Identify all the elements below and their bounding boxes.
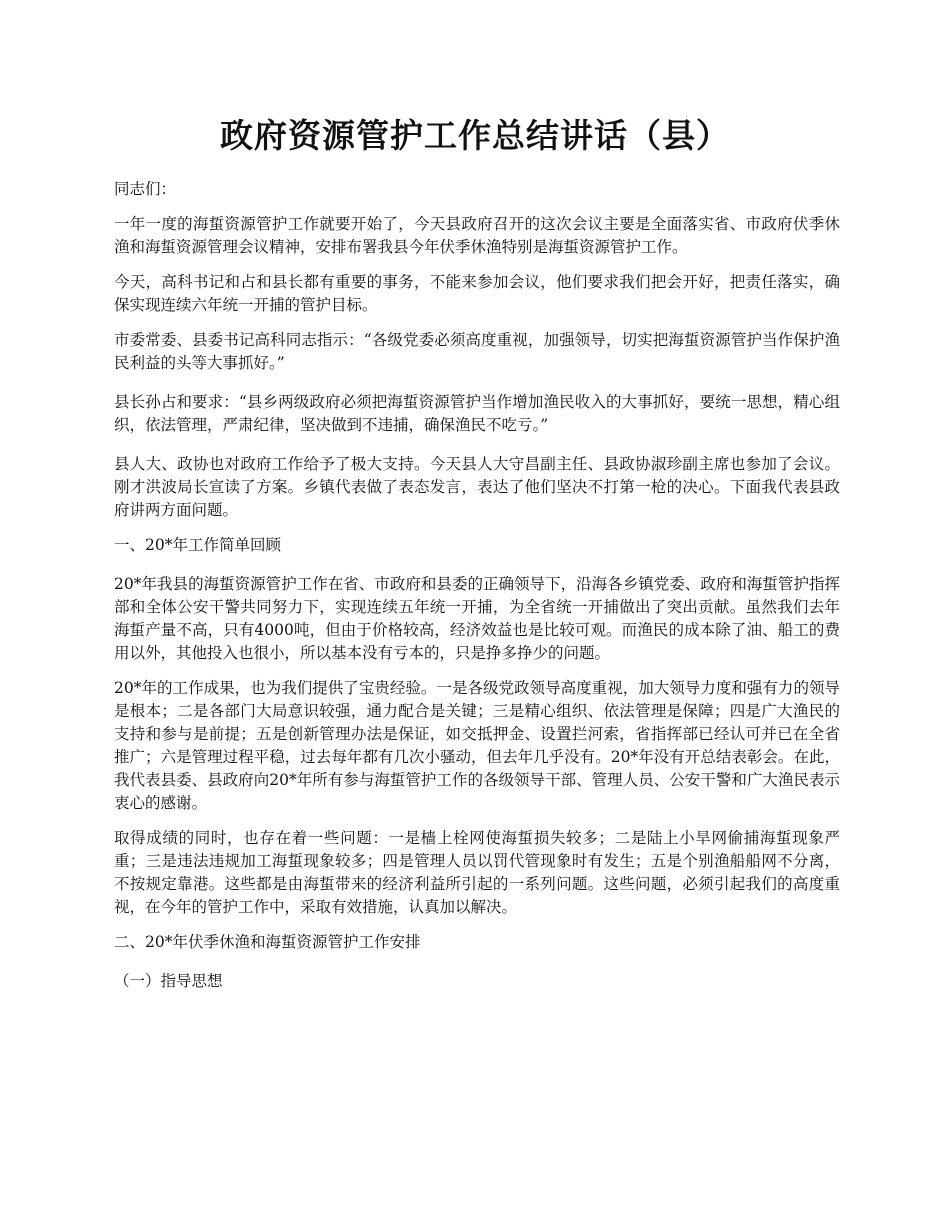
document-body [114, 178, 840, 1005]
paragraph: 县长孙占和要求：“县乡两级政府必须把海蜇资源管护当作增加渔民收入的大事抓好，要统一思想，精心组织，依法管理，严肃纪律，坚决做到不违捕，确保渔民不吃亏。” [114, 393, 840, 434]
paragraph: 取得成绩的同时，也存在着一些问题：一是樯上栓网使海蜇损失较多；二是陆上小旱网偷捕海蜇现象严重；三是违法违规加工海蜇现象较多；四是管理人员以罚代管现象时有发生；五是个别渔船船网不分离，不按规定靠港。这些都是由海蜇带来的经济利益所引起的一系列问题。这些问题，必须引起我们的高度重视，在今年的管护工作中，采取有效措施，认真加以解决。 [114, 829, 840, 916]
document-title: 政府资源管护工作总结讲话（县） [220, 116, 730, 155]
section-heading: 二、20*年伏季休渔和海蜇资源管护工作安排 [114, 933, 421, 951]
paragraph: 一年一度的海蜇资源管护工作就要开始了，今天县政府召开的这次会议主要是全面落实省、市政府伏季休渔和海蜇资源管理会议精神，安排布署我县今年伏季休渔特别是海蜇资源管护工作。 [114, 215, 840, 256]
paragraph: 市委常委、县委书记高科同志指示：“各级党委必须高度重视，加强领导，切实把海蜇资源管护当作保护渔民利益的头等大事抓好。” [114, 331, 840, 372]
paragraph: 今天，高科书记和占和县长都有重要的事务，不能来参加会议，他们要求我们把会开好，把责任落实，确保实现连续六年统一开捕的管护目标。 [114, 273, 840, 314]
salutation: 同志们： [114, 180, 177, 198]
paragraph: 20*年我县的海蜇资源管护工作在省、市政府和县委的正确领导下，沿海各乡镇党委、政府和海蜇管护指挥部和全体公安干警共同努力下，实现连续五年统一开捕，为全省统一开捕做出了突出贡献。虽然我们去年海蜇产量不高，只有4000吨，但由于价格较高，经济效益也是比较可观。而渔民的成本除了油、船工的费用以外，其他投入也很小，所以基本没有亏本的，只是挣多挣少的问题。 [114, 575, 840, 662]
section-heading: 一、20*年工作简单回顾 [114, 536, 281, 554]
subsection-heading: （一）指导思想 [114, 972, 223, 990]
paragraph: 县人大、政协也对政府工作给予了极大支持。今天县人大守昌副主任、县政协淑珍副主席也参加了会议。刚才洪波局长宣读了方案。乡镇代表做了表态发言，表达了他们坚决不打第一枪的决心。下面我代表县政府讲两方面问题。 [114, 455, 840, 519]
paragraph: 20*年的工作成果，也为我们提供了宝贵经验。一是各级党政领导高度重视，加大领导力度和强有力的领导是根本；二是各部门大局意识较强，通力配合是关键；三是精心组织、依法管理是保障；四是广大渔民的支持和参与是前提；五是创新管理办法是保证，如交抵押金、设置拦河索，省指挥部已经认可并已在全省推广；六是管理过程平稳，过去每年都有几次小骚动，但去年几乎没有。20*年没有开总结表彰会。在此，我代表县委、县政府向20*年所有参与海蜇管护工作的各级领导干部、管理人员、公安干警和广大渔民表示衷心的感谢。 [114, 679, 840, 812]
